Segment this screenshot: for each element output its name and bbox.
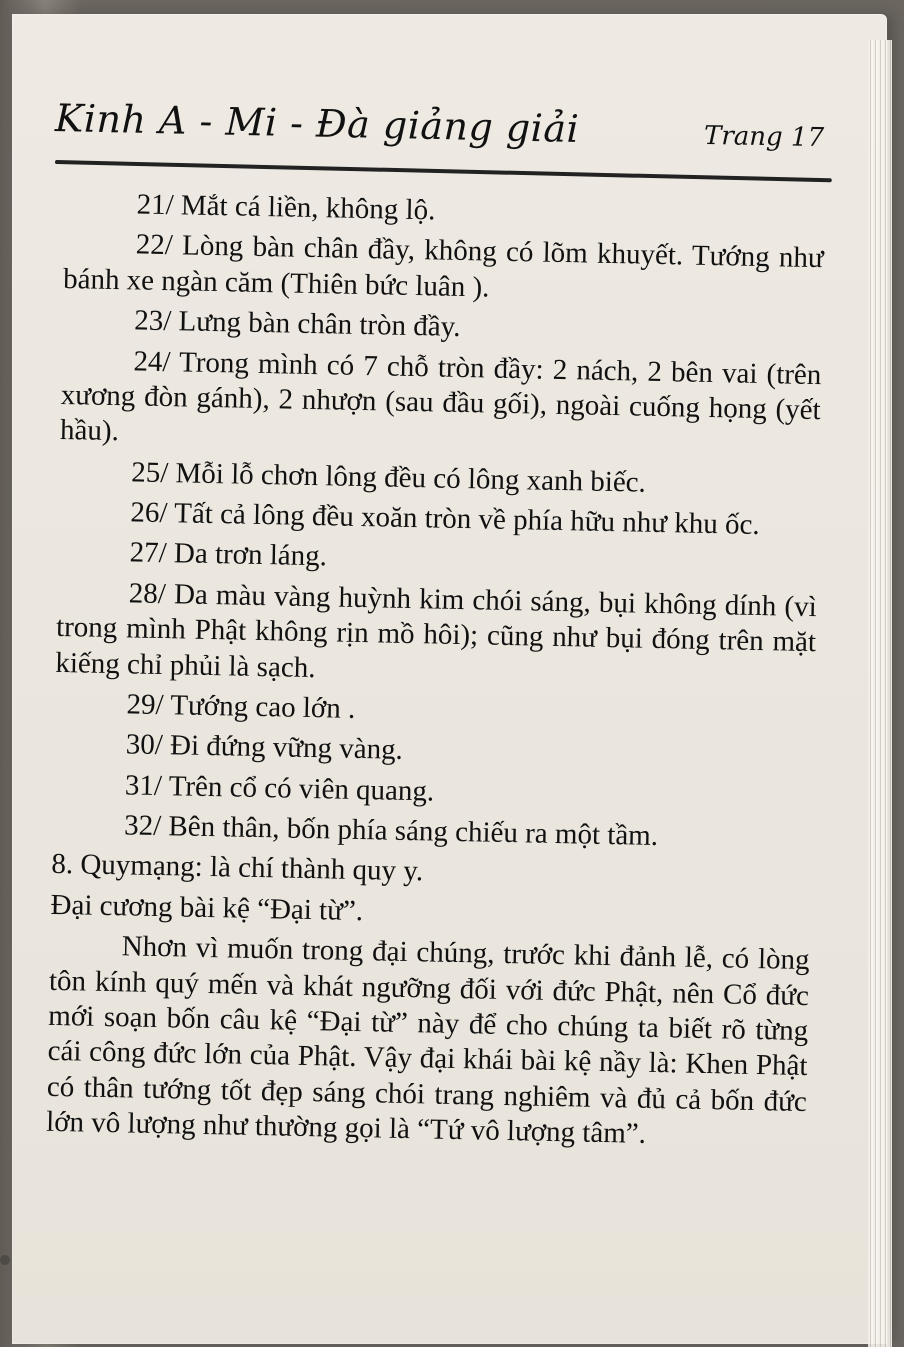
text-line-28: 28/ Da màu vàng huỳnh kim chói sáng, bụi không dính (vì trong mình Phật không rịn mồ hôi); cũng như bụi đóng trên mặt kiếng chỉ phủi là sạch. <box>55 577 818 684</box>
text-line-21: 21/ Mắt cá liền, không lộ. <box>136 188 436 227</box>
page-number: Trang 17 <box>703 120 825 154</box>
page-spine <box>868 40 892 1347</box>
text-line-31: 31/ Trên cổ có viên quang. <box>124 768 435 808</box>
book-title: Kinh A - Mi - Đà giảng giải <box>54 96 580 151</box>
text-line-25: 25/ Mỗi lỗ chơn lông đều có lông xanh biếc. <box>130 456 647 499</box>
text-line-29: 29/ Tướng cao lớn . <box>126 688 356 725</box>
text-line-30: 30/ Đi đứng vững vàng. <box>125 728 404 767</box>
text-line-32: 32/ Bên thân, bốn phía sáng chiếu ra một tầm. <box>123 809 659 853</box>
book-header <box>55 88 832 170</box>
body-paragraph: Nhơn vì muốn trong đại chúng, trước khi đảnh lễ, có lòng tôn kính quý mến và khát ngưỡng đối với đức Phật, nên Cổ đức mới soạn bốn câu kệ “Đại từ” này để cho chúng ta biết rõ từng cái công đức lớn của Phật. Vậy đại khái bài kệ nầy là: Khen Phật có thân tướng tốt đẹp sáng chói trang nghiêm và đủ cả bốn đức lớn vô lượng như thường gọi là “Tứ vô lượng tâm”. <box>45 930 810 1150</box>
text-line-22: 22/ Lòng bàn chân đầy, không có lõm khuyết. Tướng như bánh xe ngàn căm (Thiên bức luân ). <box>62 228 825 304</box>
text-block <box>46 186 825 1160</box>
section-title: 8. Quymạng: là chí thành quy y. <box>51 848 424 888</box>
text-line-26: 26/ Tất cả lông đều xoăn tròn về phía hữu như khu ốc. <box>130 496 760 542</box>
page-spot <box>0 1255 10 1265</box>
section-intro: Đại cương bài kệ “Đại từ”. <box>50 888 364 927</box>
text-line-27: 27/ Da trơn láng. <box>129 536 328 573</box>
text-line-24: 24/ Trong mình có 7 chỗ tròn đầy: 2 nách, 2 bên vai (trên xương đòn gánh), 2 nhượn (sau đầu gối), ngoài cuống họng (yết hầu). <box>59 344 822 448</box>
text-line-23: 23/ Lưng bàn chân tròn đầy. <box>133 304 461 344</box>
